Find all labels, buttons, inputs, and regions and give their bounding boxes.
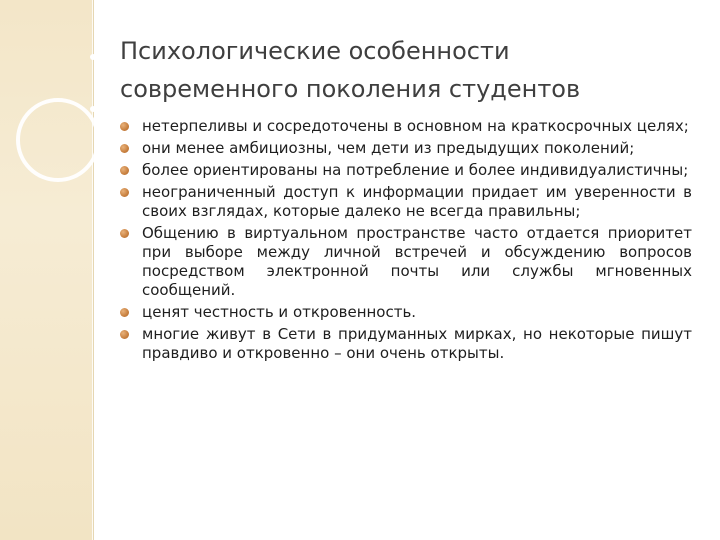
bullet-icon	[120, 330, 129, 339]
decorative-dot	[90, 106, 96, 112]
list-item-text: они менее амбициозны, чем дети из предыдущих поколений;	[142, 139, 635, 157]
slide-title: Психологические особенности современного поколения студентов	[120, 37, 581, 103]
decorative-vertical-line	[92, 0, 93, 540]
list-item-text: Общению в виртуальном пространстве часто отдается приоритет при выборе между личной встречей и обсуждению вопросов посредством электронной почты или службы мгновенных сообщений.	[142, 224, 692, 299]
list-item-text: многие живут в Сети в придуманных мирках, но некоторые пишут правдиво и откровенно – они очень открыты.	[142, 325, 692, 362]
decorative-ring	[16, 98, 100, 182]
list-item	[120, 183, 692, 221]
bullet-icon	[120, 166, 129, 175]
list-item	[120, 161, 692, 180]
bullet-list	[120, 117, 692, 366]
bullet-icon	[120, 188, 129, 197]
list-item	[120, 139, 692, 158]
decorative-dot	[90, 54, 96, 60]
list-item	[120, 224, 692, 300]
list-item-text: ценят честность и откровенность.	[142, 303, 417, 321]
decorative-side-band	[0, 0, 94, 540]
list-item	[120, 117, 692, 136]
list-item	[120, 303, 692, 322]
list-item	[120, 325, 692, 363]
bullet-icon	[120, 144, 129, 153]
list-item-text: неограниченный доступ к информации придает им уверенности в своих взглядах, которые далеко не всегда правильны;	[142, 183, 692, 220]
bullet-icon	[120, 229, 129, 238]
bullet-icon	[120, 308, 129, 317]
list-item-text: более ориентированы на потребление и более индивидуалистичны;	[142, 161, 689, 179]
list-item-text: нетерпеливы и сосредоточены в основном на краткосрочных целях;	[142, 117, 689, 135]
bullet-icon	[120, 122, 129, 131]
